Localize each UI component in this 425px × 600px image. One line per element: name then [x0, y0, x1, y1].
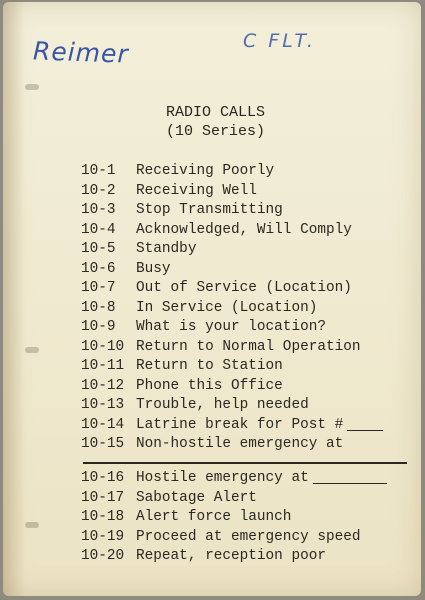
radio-calls-card [3, 2, 421, 596]
code-number: 10-16 [81, 470, 125, 486]
code-meaning: Non-hostile emergency at [136, 436, 344, 452]
code-number: 10-10 [81, 338, 125, 355]
code-row [81, 469, 387, 489]
code-meaning: Proceed at emergency speed [136, 528, 361, 545]
code-meaning: Return to Normal Operation [136, 338, 361, 355]
code-meaning: Trouble, help needed [136, 397, 309, 413]
code-row [81, 240, 383, 260]
code-row [81, 528, 387, 548]
code-row [81, 489, 387, 509]
code-row [81, 260, 383, 280]
punch-hole-mark [25, 84, 39, 90]
fill-in-blank [313, 469, 387, 484]
code-number: 10-1 [81, 163, 116, 179]
code-number: 10-19 [81, 528, 125, 545]
code-row [81, 547, 387, 567]
codes-list-1 [81, 162, 383, 455]
code-row [81, 279, 383, 299]
code-number: 10-6 [81, 260, 116, 277]
code-number: 10-4 [81, 221, 116, 238]
code-meaning: Receiving Poorly [136, 163, 275, 179]
code-number: 10-18 [81, 509, 125, 525]
code-number: 10-5 [81, 241, 116, 257]
code-number: 10-9 [81, 319, 116, 335]
code-row [81, 396, 383, 416]
code-meaning: In Service (Location) [136, 299, 318, 316]
code-number: 10-7 [81, 280, 116, 296]
code-meaning: What is your location? [136, 319, 326, 335]
code-row [81, 508, 387, 528]
punch-hole-mark [25, 522, 39, 528]
code-meaning: Receiving Well [136, 182, 257, 199]
punch-hole-mark [25, 347, 39, 353]
code-meaning: Acknowledged, Will Comply [136, 221, 352, 238]
code-meaning: Out of Service (Location) [136, 280, 352, 296]
code-number: 10-17 [81, 489, 125, 506]
code-meaning: Sabotage Alert [136, 489, 257, 506]
code-meaning: Busy [136, 260, 171, 277]
code-row [81, 416, 383, 436]
section-divider [83, 462, 407, 464]
code-number: 10-11 [81, 358, 125, 374]
code-meaning: Phone this Office [136, 377, 283, 394]
code-number: 10-20 [81, 548, 125, 564]
code-meaning: Standby [136, 241, 197, 257]
code-meaning: Return to Station [136, 358, 283, 374]
code-row [81, 221, 383, 241]
code-row [81, 357, 383, 377]
code-row [81, 162, 383, 182]
document-subtitle: (10 Series) [165, 123, 266, 140]
code-meaning: Alert force launch [136, 509, 292, 525]
code-meaning: Latrine break for Post # [136, 416, 344, 433]
code-number: 10-14 [81, 416, 125, 433]
document-title: RADIO CALLS [165, 104, 266, 121]
code-number: 10-8 [81, 299, 116, 316]
code-meaning: Hostile emergency at [136, 470, 309, 486]
code-row [81, 201, 383, 221]
code-row [81, 435, 383, 455]
code-row [81, 182, 383, 202]
code-row [81, 338, 383, 358]
code-number: 10-15 [81, 436, 125, 452]
fill-in-blank [347, 416, 383, 431]
code-number: 10-2 [81, 182, 116, 199]
handwritten-name: Reimer [32, 36, 130, 69]
code-meaning: Repeat, reception poor [136, 548, 326, 564]
code-row [81, 299, 383, 319]
code-number: 10-12 [81, 377, 125, 394]
codes-list-2 [81, 469, 387, 567]
code-meaning: Stop Transmitting [136, 202, 283, 218]
handwritten-note: C FLT. [243, 30, 316, 52]
code-number: 10-13 [81, 397, 125, 413]
code-number: 10-3 [81, 202, 116, 218]
code-row [81, 377, 383, 397]
code-row [81, 318, 383, 338]
